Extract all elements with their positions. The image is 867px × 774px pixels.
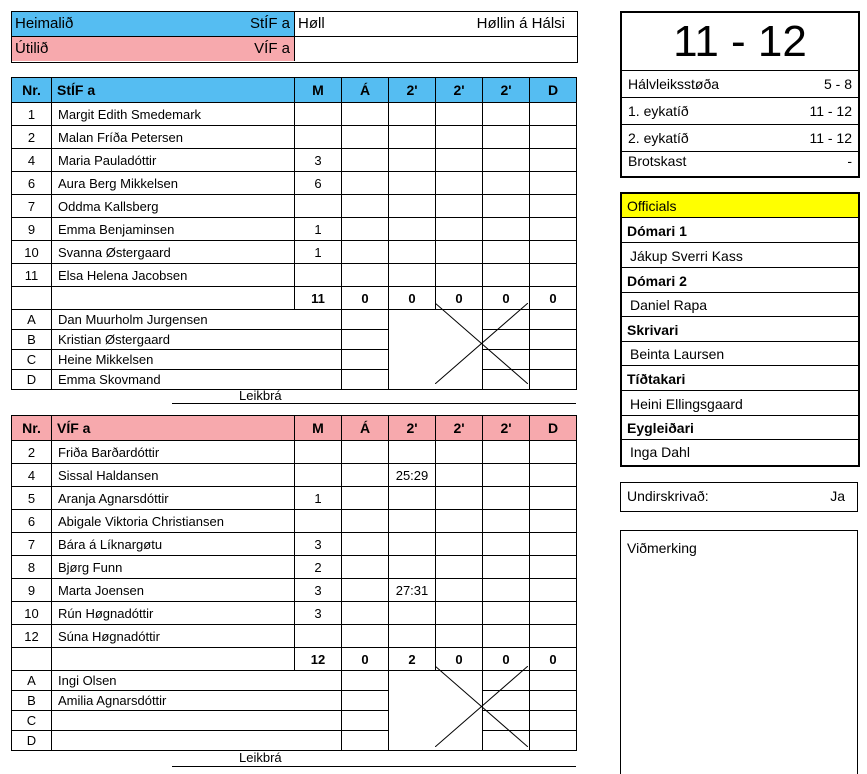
col-2min-3: 2'	[483, 416, 530, 441]
player-number: 10	[12, 241, 52, 264]
stat-cell-t1	[389, 602, 436, 625]
stat-cell-a	[342, 149, 389, 172]
player-row	[12, 149, 577, 172]
player-row	[12, 241, 577, 264]
total-t3: 0	[483, 287, 530, 310]
col-d: D	[530, 416, 577, 441]
player-number: 9	[12, 579, 52, 602]
player-row	[12, 195, 577, 218]
official-name: Heine Mikkelsen	[52, 350, 342, 370]
col-2min-3: 2'	[483, 78, 530, 103]
stat-cell-t1: 27:31	[389, 579, 436, 602]
total-d: 0	[530, 287, 577, 310]
official-code: D	[12, 731, 52, 751]
totals-blank	[12, 287, 52, 310]
stat-cell-a	[342, 625, 389, 648]
col-team: StÍF a	[52, 78, 295, 103]
player-number: 5	[12, 487, 52, 510]
player-name: Rún Høgnadóttir	[52, 602, 295, 625]
official-name	[52, 711, 342, 731]
total-t2: 0	[436, 648, 483, 671]
score-row-value: 11 - 12	[809, 130, 852, 146]
stat-cell-t3	[483, 195, 530, 218]
stat-cell-m: 1	[295, 218, 342, 241]
stat-cell-t2	[436, 218, 483, 241]
stat-cell-d	[530, 625, 577, 648]
stat-cell-d	[530, 487, 577, 510]
col-2min-1: 2'	[389, 78, 436, 103]
official-role: Dómari 2	[622, 269, 858, 293]
remark-label: Viðmerking	[627, 540, 697, 556]
official-code: C	[12, 711, 52, 731]
stat-cell-t2	[436, 487, 483, 510]
score-row-value: 5 - 8	[823, 76, 852, 92]
stat-cell-t3	[483, 264, 530, 287]
stat-cell-t2	[436, 602, 483, 625]
official-name: Emma Skovmand	[52, 370, 342, 390]
stat-cell-a	[342, 510, 389, 533]
stat-cell-t1	[389, 556, 436, 579]
stat-cell-m	[295, 510, 342, 533]
stat-cell-t3	[483, 149, 530, 172]
score-row-label: 2. eykatíð	[628, 130, 689, 146]
totals-blank	[52, 287, 295, 310]
stat-cell-t3	[483, 602, 530, 625]
stat-cell-d	[530, 103, 577, 126]
stat-cell-d	[530, 464, 577, 487]
player-row	[12, 218, 577, 241]
stat-cell-d	[530, 602, 577, 625]
stat-cell-m	[295, 441, 342, 464]
player-number: 4	[12, 149, 52, 172]
home-sign-label: Leikbrá	[239, 388, 282, 403]
stat-cell-t1	[389, 103, 436, 126]
away-sign-line	[172, 766, 576, 767]
col-nr: Nr.	[12, 416, 52, 441]
stat-cell-a	[342, 533, 389, 556]
official-name: Heini Ellingsgaard	[622, 392, 858, 416]
score-row-value: 11 - 12	[809, 103, 852, 119]
official-name: Inga Dahl	[630, 444, 690, 460]
stat-cell-d	[530, 510, 577, 533]
player-name: Bjørg Funn	[52, 556, 295, 579]
player-name: Elsa Helena Jacobsen	[52, 264, 295, 287]
stat-cell-t3	[483, 556, 530, 579]
stat-cell-m	[295, 195, 342, 218]
away-label-cell	[12, 37, 295, 61]
stat-cell-a	[342, 441, 389, 464]
player-name: Friða Barðardóttir	[52, 441, 295, 464]
official-cell	[342, 330, 389, 350]
official-cell	[530, 691, 577, 711]
stat-cell-t1	[389, 149, 436, 172]
away-label: Útilið	[15, 40, 49, 57]
stat-cell-t3	[483, 625, 530, 648]
official-name: Daniel Rapa	[622, 293, 858, 317]
stat-cell-t1	[389, 195, 436, 218]
stat-cell-t2	[436, 464, 483, 487]
player-name: Emma Benjaminsen	[52, 218, 295, 241]
stat-cell-t2	[436, 579, 483, 602]
signed-label: Undirskrivað:	[627, 488, 709, 504]
stat-cell-t2	[436, 510, 483, 533]
official-cell	[530, 370, 577, 390]
official-name: Beinta Laursen	[622, 342, 858, 366]
stat-cell-a	[342, 464, 389, 487]
officials-title: Officials	[622, 194, 858, 218]
player-row	[12, 441, 577, 464]
col-2min-2: 2'	[436, 78, 483, 103]
stat-cell-a	[342, 556, 389, 579]
player-row	[12, 510, 577, 533]
col-a: Á	[342, 78, 389, 103]
player-name: Bára á Líknargøtu	[52, 533, 295, 556]
player-number: 8	[12, 556, 52, 579]
official-cell	[530, 671, 577, 691]
player-number: 7	[12, 195, 52, 218]
player-number: 4	[12, 464, 52, 487]
stat-cell-t1	[389, 510, 436, 533]
official-cell	[342, 691, 389, 711]
total-a: 0	[342, 648, 389, 671]
score-row	[622, 148, 858, 174]
col-nr: Nr.	[12, 78, 52, 103]
official-code: D	[12, 370, 52, 390]
player-row	[12, 264, 577, 287]
player-name: Oddma Kallsberg	[52, 195, 295, 218]
player-number: 2	[12, 126, 52, 149]
stat-cell-t2	[436, 126, 483, 149]
total-t3: 0	[483, 648, 530, 671]
stat-cell-t1	[389, 218, 436, 241]
player-name: Aranja Agnarsdóttir	[52, 487, 295, 510]
stat-cell-a	[342, 264, 389, 287]
player-name: Malan Fríða Petersen	[52, 126, 295, 149]
stat-cell-a	[342, 241, 389, 264]
official-role: Dómari 1	[622, 219, 858, 243]
stat-cell-t2	[436, 103, 483, 126]
total-t1: 0	[389, 287, 436, 310]
stat-cell-m	[295, 103, 342, 126]
player-row	[12, 172, 577, 195]
official-cell	[342, 370, 389, 390]
player-number: 11	[12, 264, 52, 287]
player-number: 2	[12, 441, 52, 464]
stat-cell-t1	[389, 625, 436, 648]
stat-cell-a	[342, 579, 389, 602]
stat-cell-t3	[483, 126, 530, 149]
stat-cell-t2	[436, 241, 483, 264]
stat-cell-t2	[436, 195, 483, 218]
home-label-cell	[12, 12, 295, 36]
total-a: 0	[342, 287, 389, 310]
match-header	[11, 11, 578, 63]
player-row	[12, 556, 577, 579]
stat-cell-t1	[389, 487, 436, 510]
stat-cell-t3	[483, 241, 530, 264]
official-code: A	[12, 671, 52, 691]
stat-cell-t1	[389, 172, 436, 195]
stat-cell-d	[530, 172, 577, 195]
totals-blank	[12, 648, 52, 671]
away-header-row	[12, 416, 577, 441]
official-code: B	[12, 330, 52, 350]
away-sign-label: Leikbrá	[239, 750, 282, 765]
player-name: Sissal Haldansen	[52, 464, 295, 487]
total-t1: 2	[389, 648, 436, 671]
player-number: 7	[12, 533, 52, 556]
stat-cell-t3	[483, 464, 530, 487]
stat-cell-t1	[389, 241, 436, 264]
home-header-row	[12, 78, 577, 103]
stat-cell-m: 3	[295, 149, 342, 172]
stat-cell-t2	[436, 556, 483, 579]
player-number: 9	[12, 218, 52, 241]
stat-cell-a	[342, 103, 389, 126]
player-row	[12, 126, 577, 149]
official-code: C	[12, 350, 52, 370]
stat-cell-a	[342, 602, 389, 625]
totals-blank	[52, 648, 295, 671]
stat-cell-a	[342, 126, 389, 149]
stat-cell-d	[530, 218, 577, 241]
stat-cell-d	[530, 241, 577, 264]
official-role: Eygleiðari	[622, 416, 858, 440]
score-row-value: -	[847, 153, 852, 169]
stat-cell-t2	[436, 533, 483, 556]
col-m: M	[295, 78, 342, 103]
col-d: D	[530, 78, 577, 103]
score-row	[622, 71, 858, 98]
home-cross-mark	[435, 303, 528, 384]
player-number: 6	[12, 172, 52, 195]
stat-cell-t3	[483, 579, 530, 602]
player-row	[12, 103, 577, 126]
col-2min-2: 2'	[436, 416, 483, 441]
stat-cell-d	[530, 126, 577, 149]
player-name: Maria Pauladóttir	[52, 149, 295, 172]
player-row	[12, 579, 577, 602]
stat-cell-d	[530, 149, 577, 172]
col-m: M	[295, 416, 342, 441]
stat-cell-t2	[436, 264, 483, 287]
stat-cell-d	[530, 533, 577, 556]
stat-cell-m: 3	[295, 579, 342, 602]
player-name: Marta Joensen	[52, 579, 295, 602]
stat-cell-m	[295, 464, 342, 487]
stat-cell-m: 1	[295, 487, 342, 510]
official-cell	[530, 350, 577, 370]
home-sign-line	[172, 403, 576, 404]
stat-cell-m: 3	[295, 533, 342, 556]
player-row	[12, 533, 577, 556]
signed-value: Ja	[830, 488, 845, 504]
official-cell	[530, 310, 577, 330]
player-name: Margit Edith Smedemark	[52, 103, 295, 126]
player-number: 1	[12, 103, 52, 126]
venue-label: Høll	[298, 15, 325, 32]
stat-cell-m: 2	[295, 556, 342, 579]
official-name: Kristian Østergaard	[52, 330, 342, 350]
venue-name: Høllin á Hálsi	[476, 15, 565, 32]
player-number: 10	[12, 602, 52, 625]
score-row-label: Brotskast	[628, 153, 687, 169]
stat-cell-a	[342, 218, 389, 241]
stat-cell-m	[295, 126, 342, 149]
stat-cell-t1	[389, 533, 436, 556]
player-row	[12, 464, 577, 487]
stat-cell-t3	[483, 533, 530, 556]
player-number: 12	[12, 625, 52, 648]
official-cell	[342, 731, 389, 751]
official-cell	[342, 711, 389, 731]
remark-box[interactable]	[620, 530, 858, 774]
stat-cell-t2	[436, 149, 483, 172]
stat-cell-t3	[483, 103, 530, 126]
stat-cell-t1: 25:29	[389, 464, 436, 487]
stat-cell-t2	[436, 172, 483, 195]
official-cell	[530, 731, 577, 751]
stat-cell-d	[530, 556, 577, 579]
stat-cell-t3	[483, 218, 530, 241]
stat-cell-m: 1	[295, 241, 342, 264]
official-cell	[342, 671, 389, 691]
stat-cell-t2	[436, 441, 483, 464]
stat-cell-t2	[436, 625, 483, 648]
total-m: 11	[295, 287, 342, 310]
venue-cell	[295, 12, 577, 36]
stat-cell-a	[342, 487, 389, 510]
col-team: VÍF a	[52, 416, 295, 441]
stat-cell-d	[530, 264, 577, 287]
home-label: Heimalið	[15, 15, 74, 32]
official-cell	[530, 711, 577, 731]
official-role: Tíðtakari	[622, 367, 858, 391]
official-cell	[342, 350, 389, 370]
away-team-name: VÍF a	[254, 40, 290, 57]
player-name: Abigale Viktoria Christiansen	[52, 510, 295, 533]
final-score: 11 - 12	[622, 13, 858, 71]
stat-cell-a	[342, 195, 389, 218]
player-name: Svanna Østergaard	[52, 241, 295, 264]
score-box	[620, 11, 860, 178]
stat-cell-t1	[389, 126, 436, 149]
official-name: Jákup Sverri Kass	[622, 244, 858, 268]
official-name: Amilia Agnarsdóttir	[52, 691, 342, 711]
officials-box	[620, 192, 860, 467]
stat-cell-d	[530, 579, 577, 602]
official-cell	[342, 310, 389, 330]
stat-cell-t1	[389, 264, 436, 287]
official-name: Ingi Olsen	[52, 671, 342, 691]
total-d: 0	[530, 648, 577, 671]
player-name: Aura Berg Mikkelsen	[52, 172, 295, 195]
signed-box	[620, 482, 858, 512]
total-m: 12	[295, 648, 342, 671]
stat-cell-m: 6	[295, 172, 342, 195]
official-name	[52, 731, 342, 751]
player-row	[12, 487, 577, 510]
away-cross-mark	[435, 666, 528, 747]
score-row-label: 1. eykatíð	[628, 103, 689, 119]
stat-cell-d	[530, 195, 577, 218]
stat-cell-m	[295, 264, 342, 287]
stat-cell-m	[295, 625, 342, 648]
official-code: A	[12, 310, 52, 330]
stat-cell-a	[342, 172, 389, 195]
col-a: Á	[342, 416, 389, 441]
empty-header-cell	[295, 37, 577, 61]
player-name: Súna Høgnadóttir	[52, 625, 295, 648]
col-2min-1: 2'	[389, 416, 436, 441]
stat-cell-t3	[483, 510, 530, 533]
stat-cell-t3	[483, 441, 530, 464]
official-name: Dan Muurholm Jurgensen	[52, 310, 342, 330]
player-number: 6	[12, 510, 52, 533]
official-code: B	[12, 691, 52, 711]
stat-cell-t3	[483, 487, 530, 510]
stat-cell-m: 3	[295, 602, 342, 625]
total-t2: 0	[436, 287, 483, 310]
stat-cell-d	[530, 441, 577, 464]
home-team-name: StÍF a	[249, 15, 290, 32]
player-row	[12, 625, 577, 648]
player-row	[12, 602, 577, 625]
stat-cell-t1	[389, 441, 436, 464]
stat-cell-t3	[483, 172, 530, 195]
official-role: Skrivari	[622, 318, 858, 342]
score-row-label: Hálvleiksstøða	[628, 76, 720, 92]
official-cell	[530, 330, 577, 350]
score-row	[622, 98, 858, 125]
